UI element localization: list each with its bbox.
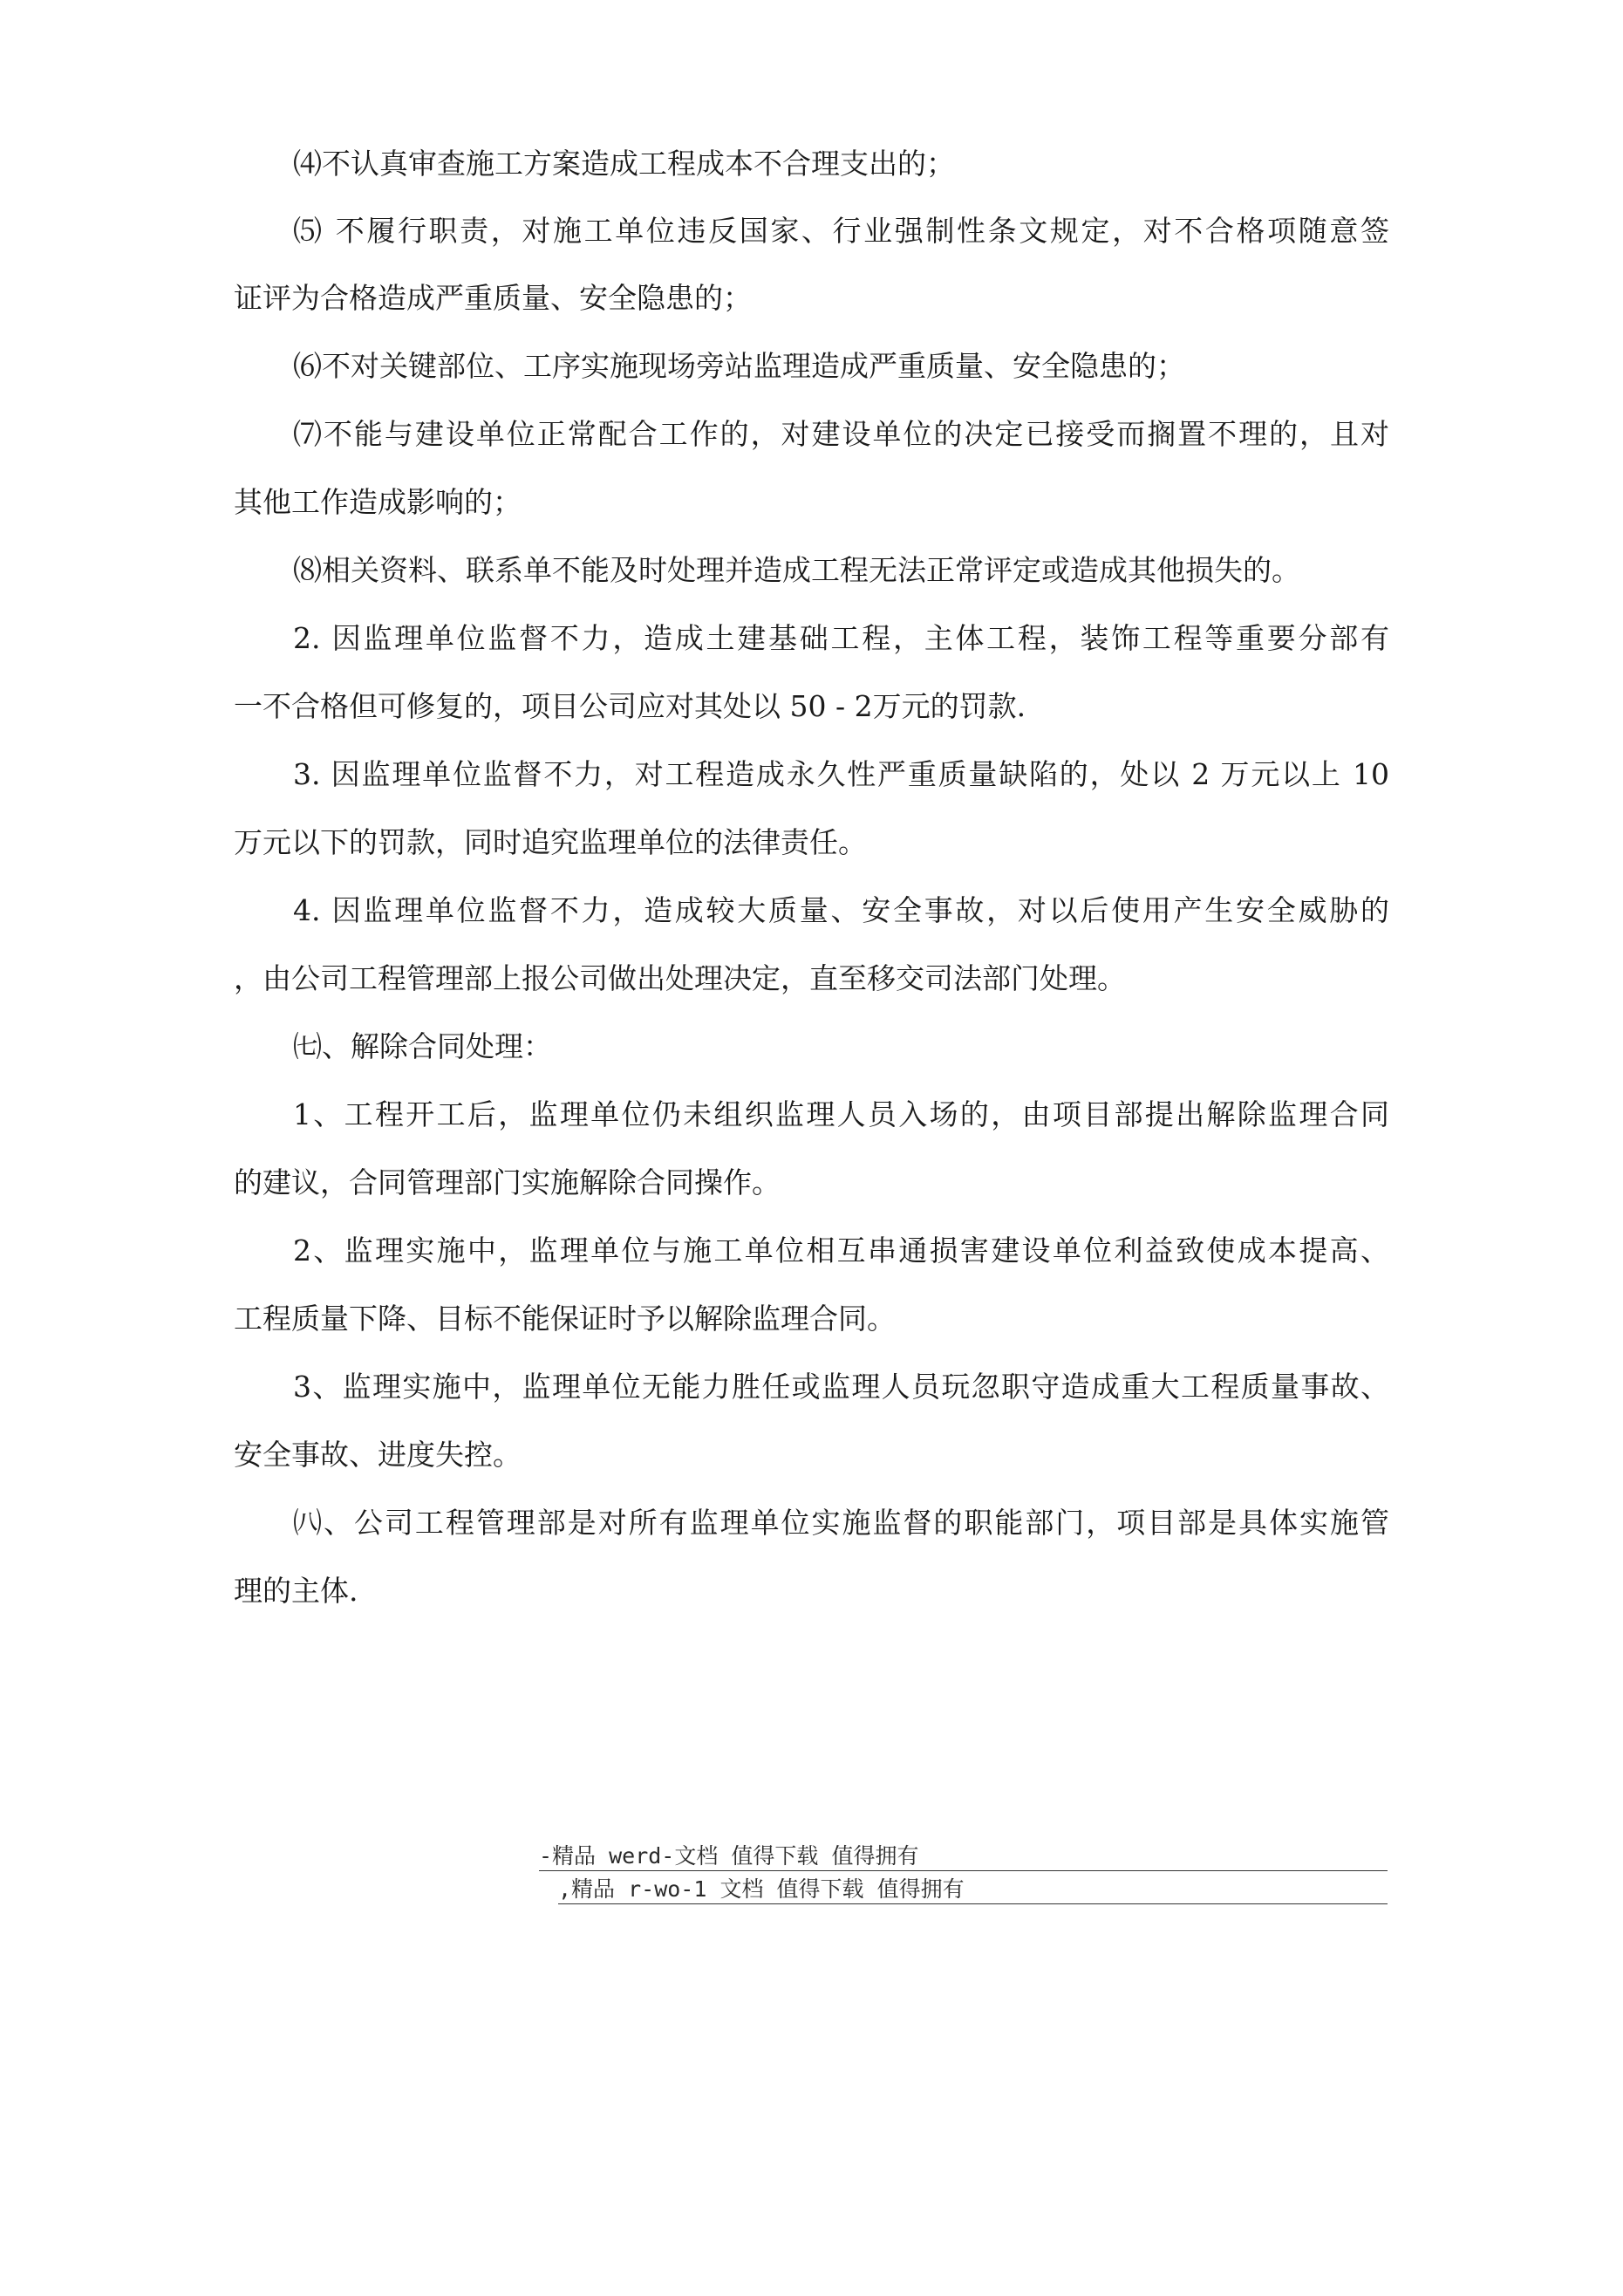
paragraph-line: 万元以下的罚款，同时追究监理单位的法律责任。 bbox=[234, 825, 867, 859]
paragraph-line: 4. 因监理单位监督不力，造成较大质量、安全事故，对以后使用产生安全威胁的 bbox=[293, 893, 1389, 927]
paragraph-line: 工程质量下降、目标不能保证时予以解除监理合同。 bbox=[234, 1302, 896, 1336]
paragraph-line: ㈧、公司工程管理部是对所有监理单位实施监督的职能部门，项目部是具体实施管 bbox=[293, 1506, 1389, 1540]
paragraph-line: 理的主体. bbox=[234, 1574, 358, 1608]
paragraph-line: 2. 因监理单位监督不力，造成土建基础工程，主体工程，装饰工程等重要分部有 bbox=[293, 621, 1389, 655]
section-heading: ㈦、解除合同处理： bbox=[293, 1029, 552, 1063]
paragraph-line: ⑸ 不履行职责，对施工单位违反国家、行业强制性条文规定，对不合格项随意签 bbox=[293, 214, 1389, 248]
paragraph-line: 其他工作造成影响的； bbox=[234, 485, 522, 519]
paragraph-line: ⑺不能与建设单位正常配合工作的，对建设单位的决定已接受而搁置不理的，且对 bbox=[293, 417, 1389, 451]
paragraph-line: ⑻相关资料、联系单不能及时处理并造成工程无法正常评定或造成其他损失的。 bbox=[293, 553, 1300, 587]
paragraph-line: 1、工程开工后，监理单位仍未组织监理人员入场的，由项目部提出解除监理合同 bbox=[293, 1097, 1389, 1131]
paragraph-line: 证评为合格造成严重质量、安全隐患的； bbox=[234, 281, 752, 315]
paragraph-line: 2、监理实施中，监理单位与施工单位相互串通损害建设单位利益致使成本提高、 bbox=[293, 1233, 1389, 1268]
footer-line-2 bbox=[558, 1876, 1388, 1904]
footer-text-1: -精品 werd-文档 值得下载 值得拥有 bbox=[539, 1843, 919, 1869]
paragraph-line: 3. 因监理单位监督不力，对工程造成永久性严重质量缺陷的，处以 2 万元以上 10 bbox=[293, 757, 1389, 791]
paragraph-line: 3、监理实施中，监理单位无能力胜任或监理人员玩忽职守造成重大工程质量事故、 bbox=[293, 1370, 1389, 1404]
paragraph-line: ，由公司工程管理部上报公司做出处理决定，直至移交司法部门处理。 bbox=[234, 961, 1126, 995]
footer-line-1 bbox=[539, 1842, 1388, 1871]
paragraph-line: 一不合格但可修复的，项目公司应对其处以 50 - 2万元的罚款. bbox=[234, 689, 1026, 723]
paragraph-line: ⑷不认真审查施工方案造成工程成本不合理支出的； bbox=[293, 147, 955, 181]
paragraph-line: 安全事故、进度失控。 bbox=[234, 1438, 522, 1472]
footer-text-2: ,精品 r-wo-1 文档 值得下载 值得拥有 bbox=[558, 1876, 965, 1902]
paragraph-line: ⑹不对关键部位、工序实施现场旁站监理造成严重质量、安全隐患的； bbox=[293, 349, 1185, 383]
paragraph-line: 的建议，合同管理部门实施解除合同操作。 bbox=[234, 1165, 781, 1199]
